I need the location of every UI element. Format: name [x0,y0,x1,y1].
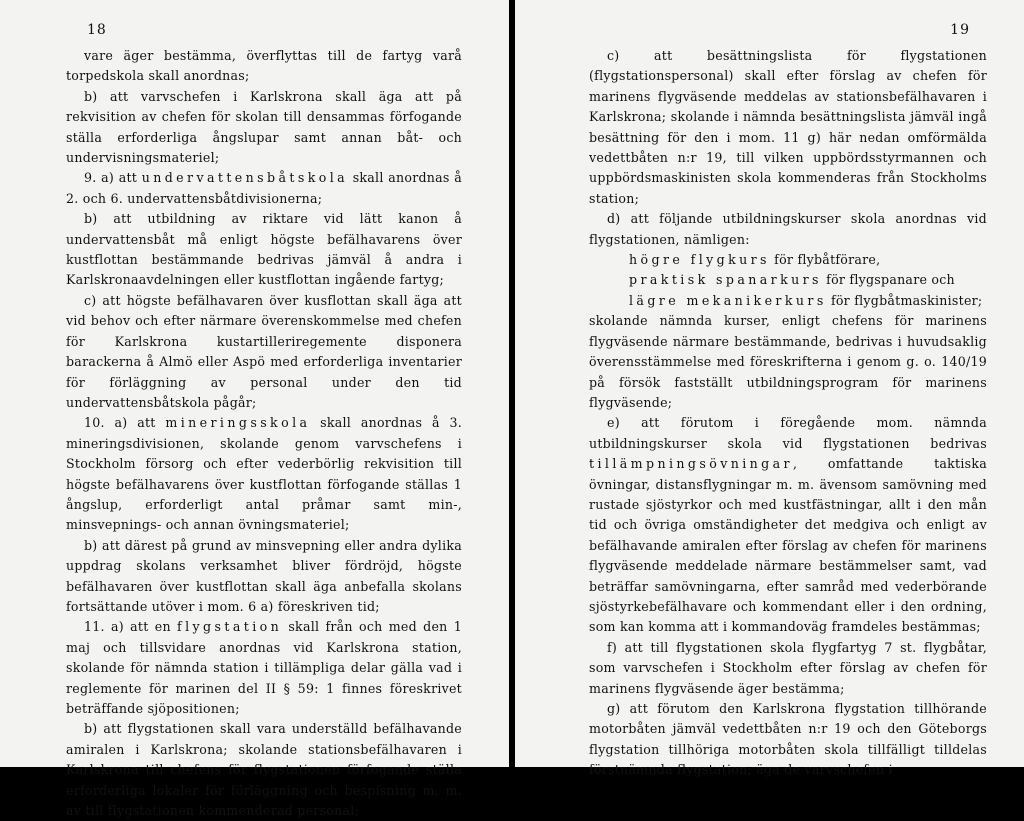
spaced-emphasis: mineringsskola [165,415,311,431]
paragraph [66,168,462,209]
left-page-text [66,46,462,821]
paragraph-text: för flygbåtmaskinister; [826,292,983,308]
spaced-emphasis: tillämpningsövningar [589,456,793,472]
paragraph [589,250,987,270]
paragraph-text: 11. a) att en [84,619,178,635]
paragraph-text: d) att följande utbildningskurser skola anordnas vid flygstationen, nämligen: [589,211,987,247]
paragraph-text: för flygspanare och [821,272,955,288]
paragraph [589,311,987,413]
paragraph [589,699,987,781]
right-page [515,0,1024,778]
paragraph [589,413,987,637]
paragraph-text: e) att förutom i föregående mom. nämnda utbildningskurser skola vid flygstationen bedrivas [589,415,987,451]
paragraph-text: skall anordnas å 2. och 6. undervattensbåtdivisionerna; [66,170,462,206]
paragraph-text: skolande nämnda kurser, enligt chefens för marinens flygväsende närmare bestämmande, bedrivas i huvudsaklig överensstämmelse med föreskrifterna i genom g. o. 140/19 på försök fastställt utbildningsprogram för marinens flygväsende; [589,313,987,410]
paragraph [66,719,462,821]
paragraph [66,413,462,535]
paragraph [589,638,987,699]
paragraph-text: g) att förutom den Karlskrona flygstation tillhörande motorbåten jämväl vedettbåten n:r 19 och den Göteborgs flygstation tillhöriga motorbåten skola tillfälligt tilldelas förstnämnda flygstation; äga de varvschefen i [589,701,987,778]
left-page [0,0,509,819]
paragraph-text: 9. a) att [84,170,142,186]
paragraph-text: skall anordnas å 3. mineringsdivisionen, skolande genom varvschefens i Stockholm försorg och efter vederbörlig rekvisition till högste befälhavarens över kustflottan förfogande ställas 1 ångslup, erforderligt antal pråmar samt min-, minsvepnings- och annan övningsmateriel; [66,415,463,533]
spaced-emphasis: flygstation [177,619,283,635]
right-page-text [589,46,987,781]
paragraph-text: c) att högste befälhavaren över kusflottan skall äga att vid behov och efter närmare överenskommelse med chefen för Karlskrona kustartilleriregemente disponera barackerna å Almö eller Aspö med erforderliga inventarier för förläggning av personal under den tid undervattensbåtskola pågår; [66,292,462,410]
paragraph-text: b) att varvschefen i Karlskrona skall äga att på rekvisition av chefen för skolan till densammas förfogande ställa erforderliga ångslupar samt annan båt- och undervisningsmateriel; [66,88,462,166]
paragraph-text: b) att flygstationen skall vara underställd befälhavande amiralen i Karlskrona; skolande stationsbefälhavaren i Karlskrona till chefens för flygstationen förfogande ställa erforderliga lokaler för förläggning och bespisning m. m. av till flygstationen kommenderad personal; [66,721,462,819]
spaced-emphasis: lägre mekanikerkurs [629,292,827,308]
page-number: 18 [87,22,107,38]
paragraph-text: , omfattande taktiska övningar, distansflygningar m. m. ävensom samövning med rustade sjöstyrkor och med kustfästningar, allt i den mån tid och övriga omständigheter det medgiva och enligt av befälhavande amiralen efter förslag av chefen för marinens flygväsende meddelade närmare bestämmelser samt, vad beträffar samövningarna, efter samråd med vederbörande sjöstyrkebefälhavare och kommendant eller i den ordning, som kan komma att i kommandoväg framdeles bestämmas; [589,456,987,635]
paragraph-text: 10. a) att [84,415,166,431]
paragraph-text: för flybåtförare, [769,252,881,268]
paragraph [66,46,462,87]
paragraph [66,617,462,719]
spaced-emphasis: högre flygkurs [629,252,770,268]
paragraph [589,291,987,311]
paragraph-text: c) att besättningslista för flygstationen (flygstationspersonal) skall efter förslag av chefen för marinens flygväsende meddelas av stationsbefälhavaren i Karlskrona; skolande i nämnda besättningslista jämväl ingå besättning för den i mom. 11 g) här nedan omförmälda vedettbåten n:r 19, till vilken uppbördsstyrmannen och uppbördsmaskinisten skola kommenderas från Stockholms station; [589,48,987,206]
paragraph [589,46,987,209]
paragraph-text: b) att därest på grund av minsvepning eller andra dylika uppdrag skolans verksamhet bliver fördröjd, högste befälhavaren över kustflottan skall äga anbefalla skolans fortsättande utöver i mom. 6 a) föreskriven tid; [66,537,462,614]
paragraph [66,87,462,169]
paragraph [66,536,462,618]
spaced-emphasis: praktisk spanarkurs [629,272,822,288]
paragraph [589,270,987,290]
paragraph-text: b) att utbildning av riktare vid lätt kanon å undervattensbåt må enligt högste befälhavarens över kustflottan bestämmande bedrivas jämväl å andra i Karlskronaavdelningen eller kustflottan ingående fartyg; [66,211,462,288]
paragraph-text: vare äger bestämma, överflyttas till de fartyg varå torpedskola skall anordnas; [66,48,462,84]
paragraph-text: skall från och med den 1 maj och tillsvidare anordnas vid Karlskrona station, skolande för nämnda station i tillämpliga delar gälla vad i reglemente för marinen del II § 59: 1 finnes föreskrivet beträffande sjöpositionen; [66,619,462,716]
paragraph-text: f) att till flygstationen skola flygfartyg 7 st. flygbåtar, som varvschefen i Stockholm efter förslag av chefen för marinens flygväsende äger bestämma; [589,639,987,696]
paragraph [589,209,987,250]
page-number: 19 [950,22,970,38]
spaced-emphasis: undervattensbåtskola [141,170,349,186]
paragraph [66,291,462,413]
paragraph [66,209,462,291]
